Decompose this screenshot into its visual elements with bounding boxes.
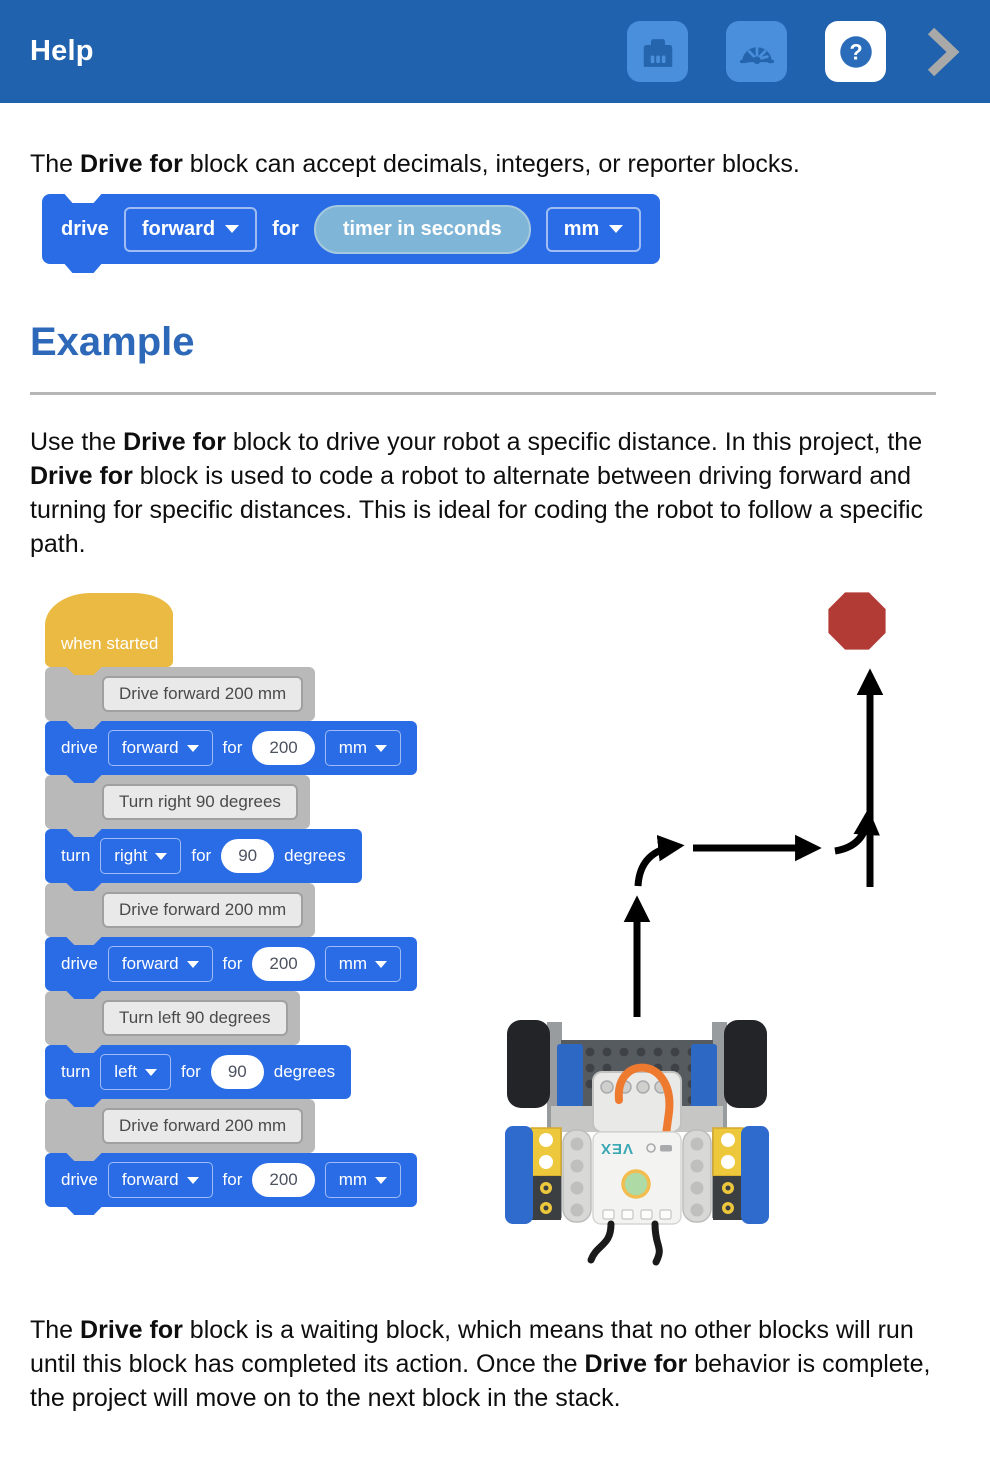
drive-for-block: drive forward for 200 mm: [45, 1153, 417, 1207]
value-pill: 200: [252, 947, 314, 981]
robot-path-diagram: [485, 587, 990, 1277]
chevron-right-icon: [924, 26, 960, 78]
help-header: [0, 0, 990, 103]
robot-wheel: [724, 1020, 767, 1108]
caret-down-icon: [375, 1177, 387, 1184]
when-started-block: [45, 593, 173, 667]
robot-power-button: [623, 1171, 649, 1197]
robot-wire: [591, 1224, 611, 1260]
unit-dropdown: mm: [325, 946, 401, 982]
block-stack: [45, 593, 417, 1207]
gauge-icon: [738, 33, 776, 71]
comment-block: [45, 1099, 315, 1153]
comment-block: [45, 775, 310, 829]
robot-image: [505, 1020, 769, 1262]
value-pill: 90: [211, 1055, 264, 1089]
vex-logo: VEX: [599, 1140, 633, 1157]
caret-down-icon: [187, 1177, 199, 1184]
unit-dropdown: mm: [325, 730, 401, 766]
comment-label: Turn left 90 degrees: [102, 1000, 288, 1036]
header-icons: [627, 21, 960, 82]
dashboard-button[interactable]: [726, 21, 787, 82]
direction-dropdown: forward: [108, 1162, 213, 1198]
brain-icon: [639, 33, 677, 71]
caret-down-icon: [145, 1069, 157, 1076]
comment-block: [45, 883, 315, 937]
example-paragraph: Use the Drive for block to drive your robot a specific distance. In this project, the Drive for block is used to code a robot to alternate between driving forward and turning for specific distances. This is ideal for coding the robot to follow a specific path.: [30, 428, 924, 558]
value-pill: 200: [252, 1163, 314, 1197]
hat-label: when started: [61, 634, 159, 653]
unit-value: mm: [563, 217, 600, 240]
direction-dropdown: [124, 207, 257, 252]
caret-down-icon: [609, 225, 623, 233]
drive-for-block: drive forward for 200 mm: [45, 721, 417, 775]
robot-wheel: [507, 1020, 550, 1108]
comment-label: Drive forward 200 mm: [102, 676, 303, 712]
caret-down-icon: [225, 225, 239, 233]
intro-paragraph: The Drive for block can accept decimals, integers, or reporter blocks.: [30, 150, 800, 178]
turn-for-block: turn right for 90 degrees: [45, 829, 362, 883]
stop-sign: [828, 592, 885, 649]
block-for-label: for: [272, 217, 299, 240]
caret-down-icon: [187, 961, 199, 968]
caret-down-icon: [375, 961, 387, 968]
comment-label: Turn right 90 degrees: [102, 784, 298, 820]
turn-for-block: turn left for 90 degrees: [45, 1045, 351, 1099]
question-icon: [835, 31, 877, 73]
divider: [30, 392, 936, 395]
direction-dropdown: forward: [108, 946, 213, 982]
example-figure: [30, 587, 960, 1279]
caret-down-icon: [375, 745, 387, 752]
footer-paragraph: The Drive for block is a waiting block, which means that no other blocks will run until this block has completed its action. Once the Drive for behavior is complete, the project will move on to the next block in the stack.: [30, 1316, 931, 1412]
path-arrows: [637, 675, 870, 1017]
comment-label: Drive forward 200 mm: [102, 1108, 303, 1144]
value-pill: 200: [252, 731, 314, 765]
comment-block: [45, 667, 315, 721]
svg-text:?: ?: [848, 39, 863, 64]
page-title: Help: [30, 35, 94, 67]
direction-value: forward: [141, 217, 216, 240]
degrees-label: degrees: [284, 846, 346, 865]
comment-label: Drive forward 200 mm: [102, 892, 303, 928]
block-verb-label: drive: [61, 217, 109, 240]
next-page-button[interactable]: [924, 26, 960, 78]
unit-dropdown: mm: [325, 1162, 401, 1198]
robot-wire: [655, 1224, 659, 1262]
degrees-label: degrees: [273, 1062, 336, 1081]
drive-for-block: drive forward for 200 mm: [45, 937, 417, 991]
caret-down-icon: [155, 853, 167, 860]
caret-down-icon: [187, 745, 199, 752]
brain-button[interactable]: [627, 21, 688, 82]
direction-dropdown: forward: [108, 730, 213, 766]
unit-dropdown: [546, 207, 642, 252]
help-button[interactable]: [825, 21, 886, 82]
example-heading: Example: [30, 320, 195, 364]
timer-reporter-oval: timer in seconds: [314, 205, 531, 254]
drive-for-sample-block: [42, 194, 660, 264]
value-pill: 90: [221, 839, 274, 873]
comment-block: [45, 991, 300, 1045]
direction-dropdown: right: [100, 838, 181, 874]
direction-dropdown: left: [100, 1054, 171, 1090]
